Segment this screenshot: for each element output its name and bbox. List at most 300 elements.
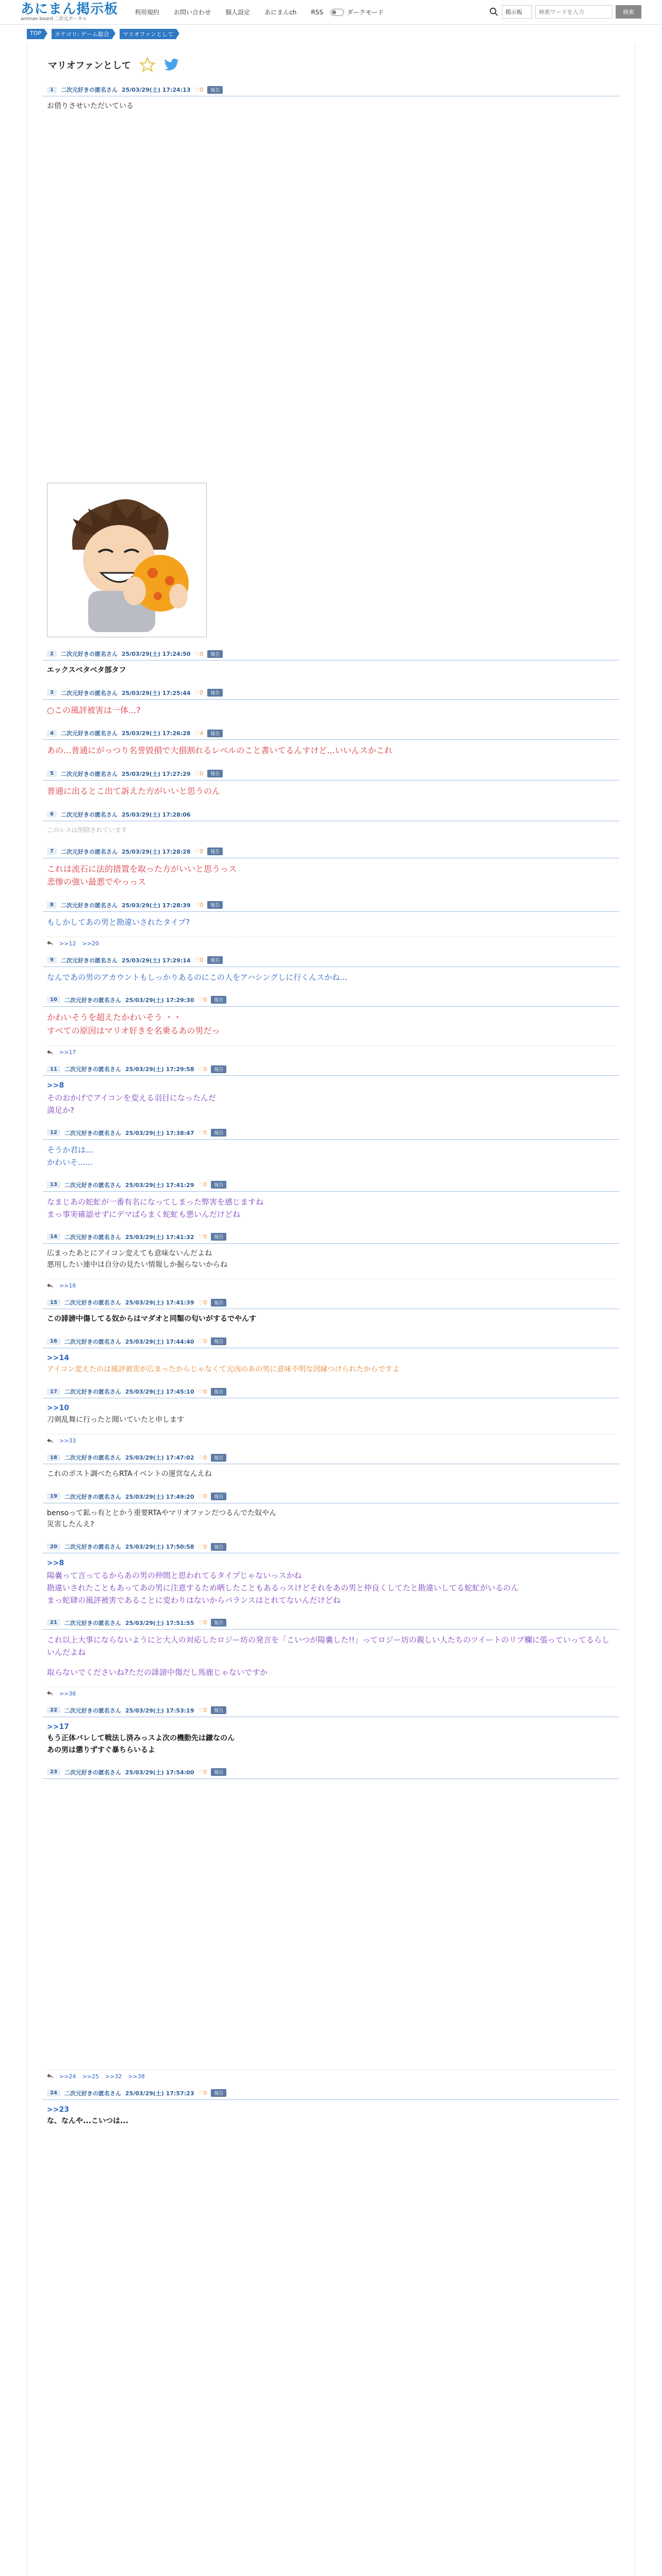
post-body xyxy=(43,1503,619,1534)
reply-link[interactable]: >>25 xyxy=(82,2073,99,2080)
poster-name: 二次元好きの匿名さん xyxy=(60,957,118,964)
post-text-line: かわいそうを超えたかわいそう ・・ xyxy=(47,1012,182,1022)
top-nav xyxy=(127,8,384,16)
post-number[interactable]: 6 xyxy=(47,811,57,818)
post-text-line xyxy=(47,1658,615,1666)
search-button[interactable]: 検索 xyxy=(616,5,641,19)
post-body xyxy=(43,821,619,838)
like-count: 0 xyxy=(200,86,204,93)
heart-icon: ♡ xyxy=(194,86,200,93)
like-button[interactable] xyxy=(198,1299,207,1306)
post-date: 25/03/29(土) 17:29:30 xyxy=(125,996,194,1004)
heart-icon: ♡ xyxy=(198,1619,204,1626)
post-number[interactable]: 11 xyxy=(47,1066,60,1073)
post-body xyxy=(43,912,619,931)
report-button[interactable]: 報告 xyxy=(211,1619,226,1626)
like-button[interactable] xyxy=(195,730,204,737)
post-number[interactable]: 24 xyxy=(47,2090,60,2096)
like-count: 0 xyxy=(203,1454,207,1461)
crumb-category[interactable]: カテゴリ: ゲーム総合 xyxy=(52,29,112,39)
post-text-line: 陽嚢って言ってるからあの男の仲間と思われてるタイプじゃないっスかね xyxy=(47,1570,302,1580)
post-text-line: なまじあの蛇虻が一番有名になってしまった弊害を感じますね xyxy=(47,1197,264,1207)
post-header xyxy=(43,1127,619,1140)
post-text-line: なんであの男のアカウントもしっかりあるのにこの人をアハシングしに行くんスかね... xyxy=(47,972,347,982)
post-number[interactable]: 16 xyxy=(47,1338,60,1345)
post-body xyxy=(43,740,619,760)
post-header xyxy=(43,1179,619,1192)
like-button[interactable] xyxy=(195,770,204,777)
reply-anchor-link[interactable]: >>17 xyxy=(47,1722,69,1731)
favorite-star-icon[interactable] xyxy=(139,57,156,73)
nav-settings[interactable]: 個人設定 xyxy=(225,9,251,16)
post-text-line: もしかしてあの男と勘違いされたタイプ? xyxy=(47,917,190,927)
like-button[interactable] xyxy=(195,651,204,657)
report-button[interactable]: 報告 xyxy=(207,901,223,909)
post-number[interactable]: 10 xyxy=(47,996,60,1003)
poster-name: 二次元好きの匿名さん xyxy=(64,1066,121,1073)
heart-icon: ♡ xyxy=(198,1129,204,1137)
post-body xyxy=(43,1553,619,1609)
post-10 xyxy=(43,994,619,1056)
logo-text: あにまん掲示板 xyxy=(21,2,119,17)
report-button[interactable]: 報告 xyxy=(211,1299,226,1307)
reply-links xyxy=(47,1279,615,1289)
like-count: 0 xyxy=(203,1338,207,1345)
report-button[interactable]: 報告 xyxy=(211,1543,226,1551)
post-text-line: エックスベタベタ部タフ xyxy=(47,666,126,675)
report-button[interactable]: 報告 xyxy=(211,1493,226,1500)
crumb-top[interactable]: TOP xyxy=(27,29,44,39)
post-body xyxy=(43,1398,619,1429)
heart-icon: ♡ xyxy=(198,2090,204,2097)
poster-name: 二次元好きの匿名さん xyxy=(64,1181,121,1189)
post-date: 25/03/29(土) 17:28:28 xyxy=(121,848,191,855)
poster-name: 二次元好きの匿名さん xyxy=(64,1129,121,1137)
post-text-line: 災害したんえ? xyxy=(47,1520,94,1529)
report-button[interactable]: 報告 xyxy=(207,730,223,737)
report-button[interactable]: 報告 xyxy=(207,689,223,697)
like-count: 0 xyxy=(200,848,204,855)
post-number[interactable]: 14 xyxy=(47,1233,60,1240)
post-header xyxy=(43,808,619,821)
reply-link[interactable]: >>17 xyxy=(59,1049,76,1056)
poster-name: 二次元好きの匿名さん xyxy=(60,651,118,658)
post-date: 25/03/29(土) 17:28:06 xyxy=(121,811,191,818)
poster-name: 二次元好きの匿名さん xyxy=(60,87,118,93)
like-count: 0 xyxy=(203,996,207,1004)
post-text-line: もう正体バレして戦法し済みっスよ次の機動先は鎌なのん xyxy=(47,1734,235,1743)
post-body xyxy=(43,1630,619,1682)
like-count: 0 xyxy=(200,902,204,909)
post-9 xyxy=(43,954,619,987)
search-scope-select[interactable]: 掲示板 xyxy=(502,5,532,19)
report-button[interactable]: 報告 xyxy=(207,650,223,658)
post-text-line: この誹謗中傷してる奴からはマダオと同類の匂いがするでやんす xyxy=(47,1315,256,1324)
report-button[interactable]: 報告 xyxy=(211,1388,226,1396)
post-text-line: bensoって鉱っ有ととかう重要RTAやマリオファンだつるんでた奴やん xyxy=(47,1509,277,1517)
reply-anchor-link[interactable]: >>8 xyxy=(47,1081,64,1090)
post-text-line: すべての原因はマリオ好きを名乗るあの男だっ xyxy=(47,1025,220,1036)
post-number[interactable]: 5 xyxy=(47,770,57,777)
poster-name: 二次元好きの匿名さん xyxy=(64,996,121,1004)
post-header xyxy=(43,648,619,660)
post-text-line: な、なんや...こいつは... xyxy=(47,2117,128,2126)
post-header xyxy=(43,83,619,96)
post-21 xyxy=(43,1617,619,1697)
reply-links xyxy=(47,1687,615,1697)
post-empty-area xyxy=(47,1783,615,2061)
post-date: 25/03/29(土) 17:45:10 xyxy=(125,1388,194,1396)
post-text-line: これは流石に法的措置を取った方がいいと思うっス xyxy=(47,863,237,874)
heart-icon: ♡ xyxy=(198,1338,204,1345)
nav-rss[interactable]: RSS xyxy=(311,8,323,16)
post-header xyxy=(43,1296,619,1309)
like-button[interactable] xyxy=(195,689,204,696)
like-button[interactable] xyxy=(198,1707,207,1714)
reply-anchor-link[interactable]: >>10 xyxy=(47,1404,69,1413)
post-body xyxy=(43,1779,619,2064)
reply-link[interactable]: >>32 xyxy=(105,2073,122,2080)
like-count: 0 xyxy=(203,1543,207,1550)
breadcrumb xyxy=(0,25,662,43)
reply-link[interactable]: >>20 xyxy=(82,940,99,947)
reply-arrow-icon xyxy=(47,941,53,946)
poster-name: 二次元好きの匿名さん xyxy=(64,1769,121,1776)
post-text-line: 広まったあとにアイコン変えても意味ないんだよね xyxy=(47,1249,212,1258)
like-button[interactable] xyxy=(198,2090,207,2096)
report-button[interactable]: 報告 xyxy=(211,1706,226,1714)
like-count: 0 xyxy=(203,1299,207,1306)
post-text-line: アイコン変えたのは風評被害が広まったからじゃなくて元凶のあの男に意味不明な因縁つけられたからですよ xyxy=(47,1365,400,1374)
like-button[interactable] xyxy=(198,1454,207,1461)
post-16 xyxy=(43,1335,619,1379)
like-count: 0 xyxy=(203,2090,207,2097)
like-button[interactable] xyxy=(195,957,204,963)
post-body xyxy=(43,700,619,720)
heart-icon: ♡ xyxy=(194,730,200,737)
poster-name: 二次元好きの匿名さん xyxy=(60,689,118,697)
page-title: マリオファンとして xyxy=(48,60,131,71)
nav-terms[interactable]: 利用規約 xyxy=(135,9,160,16)
search-input[interactable] xyxy=(535,5,613,19)
like-button[interactable] xyxy=(195,902,204,908)
post-date: 25/03/29(土) 17:29:58 xyxy=(125,1066,194,1073)
post-text-line: これ以上大事にならないようにと大人の対応したロジー坊の発言を「こいつが陽嚢した!!」ってロジー坊の親しい人たちのツイートのリプ欄に張っていってるらしいんだよね xyxy=(47,1635,609,1657)
post-19 xyxy=(43,1490,619,1534)
post-body xyxy=(43,1348,619,1379)
post-header xyxy=(43,1231,619,1244)
like-button[interactable] xyxy=(198,1544,207,1550)
post-image[interactable] xyxy=(47,483,207,637)
poster-name: 二次元好きの匿名さん xyxy=(64,1233,121,1241)
like-button[interactable] xyxy=(198,1769,207,1775)
reply-link[interactable]: >>38 xyxy=(128,2073,145,2080)
post-date: 25/03/29(土) 17:44:40 xyxy=(125,1338,194,1345)
report-button[interactable]: 報告 xyxy=(211,1768,226,1776)
post-13 xyxy=(43,1179,619,1224)
crumb-thread[interactable]: マリオファンとして xyxy=(120,29,176,39)
post-number[interactable]: 7 xyxy=(47,848,57,855)
post-text-line: 刀剣乱舞に行ったと聞いていたと申します xyxy=(47,1415,184,1424)
heart-icon: ♡ xyxy=(194,770,200,777)
logo-subtext: animan board 二次元ポータル xyxy=(21,16,87,22)
twitter-icon[interactable] xyxy=(164,58,179,72)
post-text-line: 勘違いされたこともあってあの男に注意するため晒したこともあるっスけどそれをあの男と仲良くしてたと勘違いしてる蛇虻がいるのん xyxy=(47,1583,519,1592)
post-body xyxy=(43,858,619,892)
post-number[interactable]: 18 xyxy=(47,1454,60,1461)
post-header xyxy=(43,1766,619,1779)
dark-mode-label: ダークモード xyxy=(346,9,384,16)
reply-links xyxy=(47,1434,615,1444)
like-count: 0 xyxy=(203,1233,207,1241)
post-date: 25/03/29(土) 17:47:02 xyxy=(125,1454,194,1462)
poster-name: 二次元好きの匿名さん xyxy=(60,770,118,777)
report-button[interactable]: 報告 xyxy=(211,2089,226,2097)
post-6 xyxy=(43,808,619,838)
report-button[interactable]: 報告 xyxy=(211,1065,226,1073)
post-list xyxy=(43,83,619,2130)
like-count: 0 xyxy=(203,1388,207,1395)
heart-icon: ♡ xyxy=(198,1388,204,1395)
post-number[interactable]: 17 xyxy=(47,1388,60,1395)
like-button[interactable] xyxy=(198,1233,207,1240)
post-number[interactable]: 3 xyxy=(47,689,57,696)
post-3 xyxy=(43,687,619,720)
heart-icon: ♡ xyxy=(194,902,200,909)
report-button[interactable]: 報告 xyxy=(211,1129,226,1137)
reply-link[interactable]: >>16 xyxy=(59,1282,76,1290)
post-text-line: これのポスト調べたらRTAイベントの運営なんえね xyxy=(47,1470,212,1479)
report-button[interactable]: 報告 xyxy=(207,86,223,94)
post-number[interactable]: 1 xyxy=(47,87,57,93)
poster-name: 二次元好きの匿名さん xyxy=(64,1619,121,1626)
reply-link[interactable]: >>12 xyxy=(59,940,76,947)
reply-link[interactable]: >>36 xyxy=(59,1690,76,1697)
like-button[interactable] xyxy=(198,1493,207,1500)
heart-icon: ♡ xyxy=(198,1707,204,1714)
reply-links xyxy=(47,937,615,947)
post-date: 25/03/29(土) 17:57:23 xyxy=(125,2090,194,2097)
like-button[interactable] xyxy=(198,1181,207,1188)
like-button[interactable] xyxy=(198,1619,207,1626)
reply-arrow-icon xyxy=(47,1438,53,1444)
poster-name: 二次元好きの匿名さん xyxy=(60,811,118,818)
post-body xyxy=(43,1007,619,1040)
site-logo[interactable] xyxy=(21,3,118,22)
reply-anchor-link[interactable]: >>14 xyxy=(47,1353,69,1362)
post-number[interactable]: 19 xyxy=(47,1493,60,1500)
heart-icon: ♡ xyxy=(194,957,200,964)
poster-name: 二次元好きの匿名さん xyxy=(64,1454,121,1462)
thread-title-row xyxy=(43,43,619,83)
post-text-line: このレスは削除されています xyxy=(47,826,127,834)
post-body xyxy=(43,781,619,801)
post-23 xyxy=(43,1766,619,2080)
post-7 xyxy=(43,845,619,892)
report-button[interactable]: 報告 xyxy=(211,1337,226,1345)
like-count: 0 xyxy=(203,1129,207,1137)
search-bar xyxy=(489,5,641,19)
post-number[interactable]: 22 xyxy=(47,1707,60,1714)
poster-name: 二次元好きの匿名さん xyxy=(64,1299,121,1307)
poster-name: 二次元好きの匿名さん xyxy=(60,902,118,909)
post-header xyxy=(43,845,619,858)
post-text-line: 取らないでくださいね?ただの誹謗中傷だし馬鹿じゃないですか xyxy=(47,1667,268,1677)
post-number[interactable]: 2 xyxy=(47,651,57,657)
post-2 xyxy=(43,648,619,679)
post-header xyxy=(43,1704,619,1717)
post-number[interactable]: 12 xyxy=(47,1129,60,1136)
post-date: 25/03/29(土) 17:41:32 xyxy=(125,1233,194,1241)
report-button[interactable]: 報告 xyxy=(207,848,223,855)
like-button[interactable] xyxy=(198,996,207,1003)
post-body xyxy=(43,1140,619,1172)
poster-name: 二次元好きの匿名さん xyxy=(60,730,118,737)
search-icon xyxy=(489,7,499,16)
report-button[interactable]: 報告 xyxy=(211,996,226,1004)
post-date: 25/03/29(土) 17:41:39 xyxy=(125,1299,194,1307)
heart-icon: ♡ xyxy=(198,1493,204,1500)
report-button[interactable]: 報告 xyxy=(207,956,223,964)
post-header xyxy=(43,1617,619,1630)
post-text-line: まっ蛇肆の風評被害であることに変わりはないからバランスはとれてないんだけどね xyxy=(47,1595,341,1605)
post-17 xyxy=(43,1385,619,1444)
post-header xyxy=(43,2087,619,2100)
post-header xyxy=(43,1490,619,1503)
post-date: 25/03/29(土) 17:24:13 xyxy=(121,87,191,93)
post-8 xyxy=(43,899,619,947)
post-body xyxy=(43,96,619,640)
like-count: 0 xyxy=(200,957,204,964)
like-button[interactable] xyxy=(195,87,204,93)
post-18 xyxy=(43,1451,619,1483)
reply-anchor-link[interactable]: >>8 xyxy=(47,1559,64,1568)
reply-arrow-icon xyxy=(47,1283,53,1289)
post-date: 25/03/29(土) 17:41:29 xyxy=(125,1181,194,1189)
heart-icon: ♡ xyxy=(194,848,200,855)
like-button[interactable] xyxy=(195,848,204,855)
post-5 xyxy=(43,768,619,801)
nav-animanch[interactable]: あにまんch xyxy=(264,9,297,16)
heart-icon: ♡ xyxy=(198,1543,204,1550)
heart-icon: ♡ xyxy=(198,996,204,1004)
thread-main xyxy=(27,43,635,2576)
heart-icon: ♡ xyxy=(198,1065,204,1073)
post-body xyxy=(43,1717,619,1759)
report-button[interactable]: 報告 xyxy=(211,1233,226,1241)
heart-icon: ♡ xyxy=(194,689,200,697)
reply-anchor-link[interactable]: >>23 xyxy=(47,2105,69,2114)
poster-name: 二次元好きの匿名さん xyxy=(64,1493,121,1500)
post-body xyxy=(43,660,619,679)
post-14 xyxy=(43,1231,619,1290)
reply-link[interactable]: >>24 xyxy=(59,2073,76,2080)
post-text-line: お借りさせいただいている xyxy=(47,102,134,110)
reply-links xyxy=(47,2070,615,2080)
post-header xyxy=(43,899,619,912)
post-text-line: 悪用したい連中は自分の見たい情報しか掘らないからね xyxy=(47,1260,227,1269)
reply-arrow-icon xyxy=(47,1691,53,1696)
toggle-switch[interactable] xyxy=(330,9,344,16)
post-date: 25/03/29(土) 17:28:39 xyxy=(121,902,191,909)
post-20 xyxy=(43,1540,619,1609)
like-count: 0 xyxy=(200,689,204,697)
reply-arrow-icon xyxy=(47,2074,53,2079)
report-button[interactable]: 報告 xyxy=(207,770,223,777)
like-button[interactable] xyxy=(198,1338,207,1345)
post-header xyxy=(43,727,619,740)
post-4 xyxy=(43,727,619,760)
post-number[interactable]: 8 xyxy=(47,902,57,908)
reply-links xyxy=(47,1045,615,1056)
reply-link[interactable]: >>33 xyxy=(59,1437,76,1445)
post-date: 25/03/29(土) 17:25:44 xyxy=(121,689,191,697)
post-header xyxy=(43,1335,619,1348)
like-button[interactable] xyxy=(198,1066,207,1073)
site-header xyxy=(0,0,662,25)
post-number[interactable]: 4 xyxy=(47,730,57,737)
like-count: 0 xyxy=(203,1065,207,1073)
post-header xyxy=(43,1451,619,1464)
poster-name: 二次元好きの匿名さん xyxy=(60,848,118,855)
post-number[interactable]: 20 xyxy=(47,1544,60,1550)
heart-icon: ♡ xyxy=(198,1769,204,1776)
like-count: 0 xyxy=(200,770,204,777)
post-text-line: 悲惨の強い最悪でやっっス xyxy=(47,877,146,887)
heart-icon: ♡ xyxy=(198,1233,204,1241)
post-date: 25/03/29(土) 17:51:55 xyxy=(125,1619,194,1626)
nav-contact[interactable]: お問い合わせ xyxy=(174,9,211,16)
heart-icon: ♡ xyxy=(198,1181,204,1189)
dark-mode-toggle[interactable] xyxy=(330,8,384,16)
post-number[interactable]: 13 xyxy=(47,1181,60,1188)
poster-name: 二次元好きの匿名さん xyxy=(64,1544,121,1551)
report-button[interactable]: 報告 xyxy=(211,1454,226,1462)
like-count: 0 xyxy=(203,1493,207,1500)
post-body xyxy=(43,1464,619,1483)
post-number[interactable]: 23 xyxy=(47,1769,60,1775)
like-button[interactable] xyxy=(198,1129,207,1136)
post-date: 25/03/29(土) 17:49:20 xyxy=(125,1493,194,1500)
report-button[interactable]: 報告 xyxy=(211,1181,226,1189)
post-22 xyxy=(43,1704,619,1759)
post-15 xyxy=(43,1296,619,1328)
post-header xyxy=(43,768,619,781)
post-text-line: あの...普通にがっつり名誉毀損で大損割れるレベルのこと書いてるんすけど...いいんスかこれ xyxy=(47,745,393,756)
post-number[interactable]: 9 xyxy=(47,957,57,963)
post-12 xyxy=(43,1127,619,1172)
poster-name: 二次元好きの匿名さん xyxy=(64,1388,121,1396)
post-number[interactable]: 21 xyxy=(47,1619,60,1626)
poster-name: 二次元好きの匿名さん xyxy=(64,1338,121,1345)
post-body xyxy=(43,967,619,987)
like-count: 0 xyxy=(203,1181,207,1189)
like-button[interactable] xyxy=(198,1388,207,1395)
post-text-line: 普通に出るとこ出て訴えた方がいいと思うのん xyxy=(47,786,221,796)
reply-arrow-icon xyxy=(47,1050,53,1055)
post-body xyxy=(43,1192,619,1224)
post-header xyxy=(43,1063,619,1076)
post-1 xyxy=(43,83,619,640)
post-header xyxy=(43,1385,619,1398)
post-body xyxy=(43,1244,619,1274)
post-text-line: あの男は懲りずすぐ暴ちらいるよ xyxy=(47,1745,155,1754)
like-count: 0 xyxy=(200,650,204,657)
poster-name: 二次元好きの匿名さん xyxy=(64,1707,121,1714)
post-text-line: ○この風評被害は一体...? xyxy=(47,705,141,715)
post-body xyxy=(43,1309,619,1328)
post-number[interactable]: 15 xyxy=(47,1299,60,1306)
